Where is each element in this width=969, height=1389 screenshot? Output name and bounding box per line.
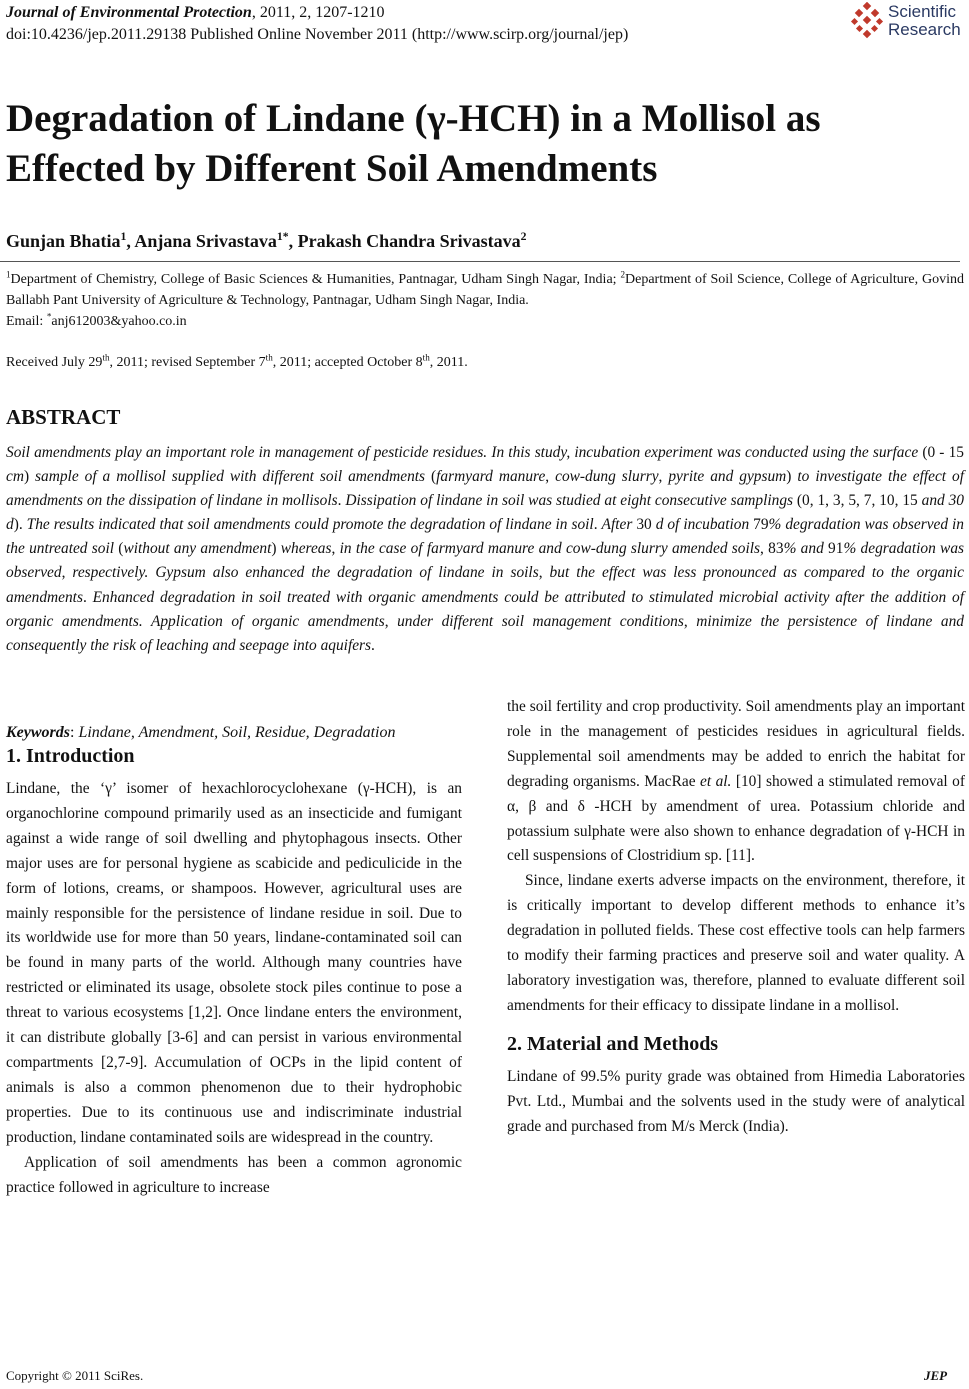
author-name: Prakash Chandra Srivastava [297,231,521,251]
journal-abbreviation-footer: JEP [924,1368,948,1383]
logo-word-research: Research [888,20,961,39]
journal-header [6,2,628,46]
logo-word-scientific: Scientific [888,2,957,21]
received-dates [6,353,468,373]
keywords-label: Keywords [6,724,70,741]
intro-paragraph-1: Lindane, the ‘γ’ isomer of hexachlorocyclohexane (γ-HCH), is an organochlorine compound primarily used as an insecticide and fumigant against a wide range of soil dwelling and phytophagous insects. Other major uses are for personal hygiene as scabicide and pediculicide in the form of lotions, creams, or shampoos. However, agricultural uses are mainly responsible for the persistence of lindane residue in soil. Due to its worldwide use for more than 50 years, lindane-contaminated soil can be found in many parts of the world. Although many countries have restricted or eliminated its usage, obsolete stock piles continue to pose a threat to various ecosystems [1,2]. Once lindane enters the environment, it can distribute globally [3-6] and can persist in various environmental compartments [2,7-9]. Accumulation of OCPs in the lipid content of animals is also a common phenomenon due to their hydrophobic properties. Due to its continuous use and indiscriminate industrial production, lindane contaminated soils are widespread in the country. [6,780,462,1146]
year-text: , 2011. [429,355,468,370]
journal-volume: , 2011, 2, 1207-1210 [251,4,385,21]
affiliation-mark: 2 [620,269,625,280]
paper-title: Degradation of Lindane (γ-HCH) in a Mollisol as Effected by Different Soil Amendments [6,97,821,190]
ordinal-suffix: th [265,352,273,363]
affiliation-1: Department of Chemistry, College of Basic Sciences & Humanities, Pantnagar, Udham Singh Nagar, India; [10,272,621,287]
section-heading-introduction: 1. Introduction [6,745,135,767]
copyright-footer: Copyright © 2011 SciRes. [6,1368,144,1383]
header-divider [0,261,960,262]
affiliation-mark: 1 [6,269,11,280]
corresponding-mark: * [46,311,52,322]
scientific-research-logo-icon [850,2,884,40]
doi-line: doi:10.4236/jep.2011.29138 Published Online November 2011 (http://www.scirp.org/journal/jep) [6,26,629,43]
email-label: Email: [6,314,47,329]
author-affiliation-mark: 2 [520,230,527,243]
accepted-text: , 2011; accepted October 8 [272,355,423,370]
abstract-heading: ABSTRACT [6,405,121,429]
keywords-list: Lindane, Amendment, Soil, Residue, Degradation [78,724,396,741]
revised-text: , 2011; revised September 7 [109,355,266,370]
ordinal-suffix: th [422,352,430,363]
received-text: Received July 29 [6,355,103,370]
section-heading-methods: 2. Material and Methods [507,1032,719,1055]
methods-paragraph-1: Lindane of 99.5% purity grade was obtained from Himedia Laboratories Pvt. Ltd., Mumbai and the solvents used in the study were of analytical grade and purchased from M/s Merck (India). [507,1067,965,1135]
journal-title: Journal of Environmental Protection [6,4,252,21]
ordinal-suffix: th [102,352,110,363]
intro-paragraph-2: Application of soil amendments has been a common agronomic practice followed in agriculture to increase [6,1153,462,1196]
left-column [6,745,462,1200]
journal-citation [6,2,628,24]
author-list: Gunjan Bhatia$^1$, Anjana Srivastava$^{1*}$, Prakash Chandra Srivastava$^2$ [6,230,527,251]
publisher-logo [850,2,968,42]
right-column [507,695,965,1140]
author-name: Anjana Srivastava [134,231,277,251]
intro-paragraph-3: Since, lindane exerts adverse impacts on the environment, therefore, it is critically important to develop different methods to enhance it’s degradation in polluted fields. These cost effective tools can help farmers to modify their farming practices and preserve soil and water quality. A laboratory investigation was, therefore, planned to evaluate different soil amendments for their efficacy to dissipate lindane in a mollisol. [507,872,965,1014]
author-name: Gunjan Bhatia [6,231,121,251]
keywords-colon: : [70,724,79,741]
intro-paragraph-2-continued: the soil fertility and crop productivity. Soil amendments play an important role in the management of pesticides residues in agricultural fields. Supplemental soil amendments may be added to enrich the habitat for degrading organisms. MacRae et al. [10] showed a stimulated removal of α, β and δ -HCH by amendment of urea. Potassium chloride and potassium sulphate were also shown to enhance degradation of γ-HCH in cell suspensions of Clostridium sp. [11]. [507,698,965,865]
email-address[interactable]: anj612003&yahoo.co.in [51,314,187,329]
author-affiliation-mark: 1* [276,230,289,243]
author-affiliation-mark: 1 [120,230,127,243]
abstract-body: Soil amendments play an important role in management of pesticide residues. In this study, incubation experiment was conducted using the surface (0 - 15 cm) sample of a mollisol supplied with different soil amendments (farmyard manure, cow-dung slurry, pyrite and gypsum) to investigate the effect of amendments on the dissipation of lindane in mollisols. Dissipation of lindane in soil was studied at eight consecutive samplings (0, 1, 3, 5, 7, 10, 15 and 30 d). The results indicated that soil amendments could promote the degradation of lindane in soil. After 30 d of incubation 79% degradation was observed in the untreated soil (without any amendment) whereas, in the case of farmyard manure and cow-dung slurry amended soils, 83% and 91% degradation was observed, respectively. Gypsum also enhanced the degradation of lindane in soils, but the effect was less pronounced as compared to the organic amendments. Enhanced degradation in soil treated with organic amendments could be attributed to stimulated microbial activity after the addition of organic amendments. Application of organic amendments, under different soil management conditions, minimize the persistence of lindane and consequently the risk of leaching and seepage into aquifers. [6,444,965,654]
affiliation-2: Department of Soil Science, College of Agriculture, Govind Ballabh Pant University of Agriculture & Technology, Pantnagar, Udham Singh Nagar, India. [6,272,965,308]
affiliations [6,269,964,332]
